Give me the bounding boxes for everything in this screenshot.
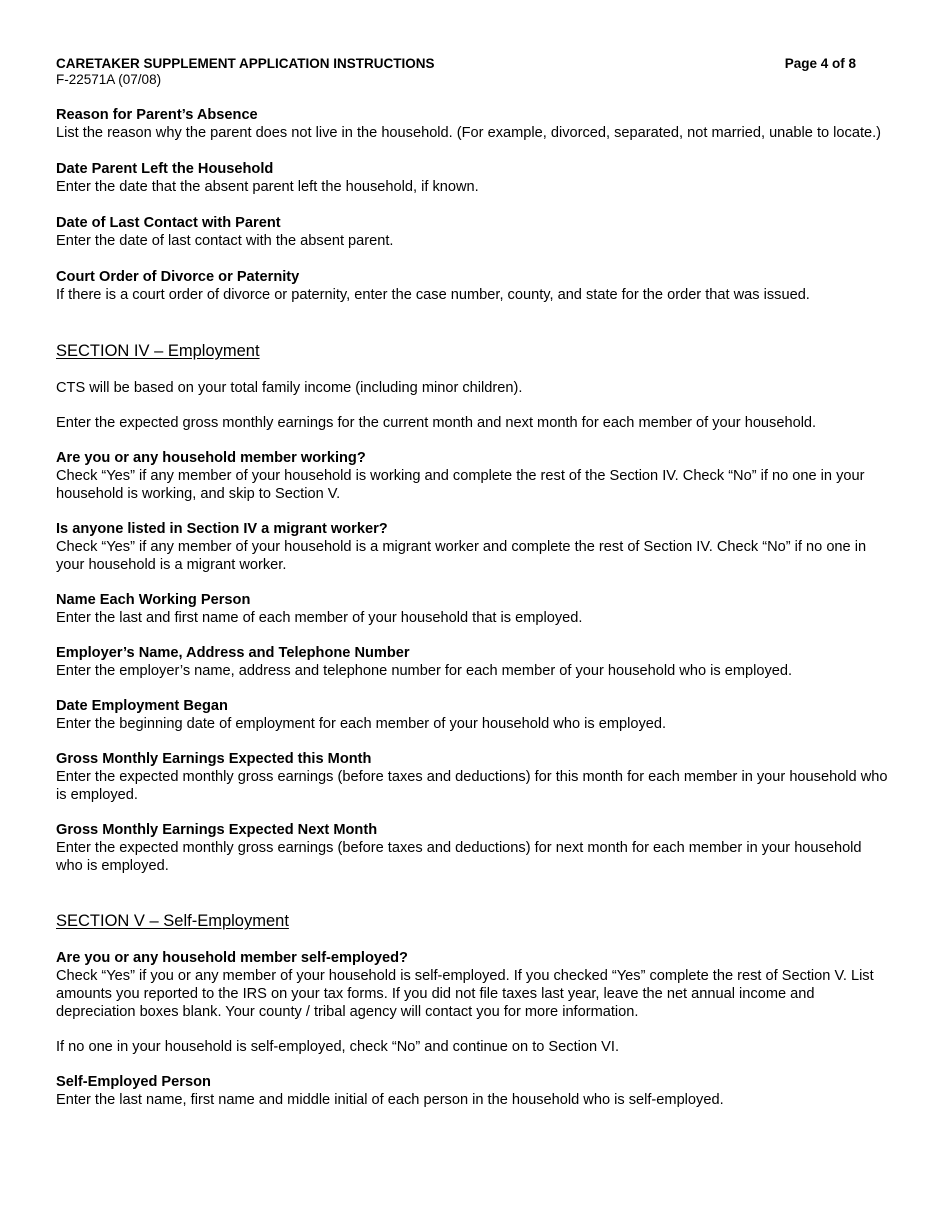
migrant-worker-block: [56, 520, 890, 574]
section-iv-title: SECTION IV – Employment: [56, 342, 260, 360]
block-heading: Gross Monthly Earnings Expected this Month: [56, 751, 372, 767]
block-text: Enter the date of last contact with the absent parent.: [56, 233, 394, 249]
page-number: Page 4 of 8: [784, 56, 856, 71]
household-working-block: [56, 449, 890, 503]
block-text: Enter the employer’s name, address and telephone number for each member of your household who is employed.: [56, 663, 793, 679]
block-text: Enter the date that the absent parent left the household, if known.: [56, 179, 479, 195]
block-text: Check “Yes” if any member of your household is working and complete the rest of the Section IV. Check “No” if no one in your household is working, and skip to Section V.: [56, 468, 865, 502]
self-employed-person-block: [56, 1073, 890, 1109]
earnings-next-month-block: [56, 821, 890, 875]
block-heading: Court Order of Divorce or Paternity: [56, 269, 300, 285]
block-heading: Self-Employed Person: [56, 1074, 211, 1090]
date-parent-left-block: [56, 160, 890, 196]
reason-absence-block: [56, 106, 890, 142]
section-v-note: If no one in your household is self-employed, check “No” and continue on to Section VI.: [56, 1039, 619, 1055]
block-heading: Gross Monthly Earnings Expected Next Month: [56, 822, 378, 838]
section-iv-intro-1: CTS will be based on your total family income (including minor children).: [56, 380, 523, 396]
form-code: F-22571A (07/08): [56, 72, 162, 87]
earnings-this-month-block: [56, 750, 890, 804]
block-text: Enter the last and first name of each member of your household that is employed.: [56, 610, 583, 626]
date-last-contact-block: [56, 214, 890, 250]
block-heading: Date Parent Left the Household: [56, 161, 274, 177]
block-heading: Are you or any household member self-employed?: [56, 950, 408, 966]
block-heading: Is anyone listed in Section IV a migrant worker?: [56, 521, 388, 537]
block-text: If there is a court order of divorce or paternity, enter the case number, county, and state for the order that was issued.: [56, 287, 810, 303]
block-text: Enter the expected monthly gross earnings (before taxes and deductions) for next month for each member in your household who is employed.: [56, 840, 862, 874]
block-heading: Date of Last Contact with Parent: [56, 215, 281, 231]
document-title: CARETAKER SUPPLEMENT APPLICATION INSTRUCTIONS: [56, 56, 435, 71]
name-working-person-block: [56, 591, 890, 627]
self-employed-question-block: [56, 949, 890, 1021]
page-header: [56, 56, 856, 72]
block-heading: Reason for Parent’s Absence: [56, 107, 258, 123]
block-text: Enter the expected monthly gross earnings (before taxes and deductions) for this month for each member in your household who is employed.: [56, 769, 888, 803]
court-order-block: [56, 268, 890, 304]
date-employment-began-block: [56, 697, 890, 733]
block-text: Enter the beginning date of employment for each member of your household who is employed.: [56, 716, 667, 732]
block-text: Check “Yes” if any member of your household is a migrant worker and complete the rest of Section IV. Check “No” if no one in your household is a migrant worker.: [56, 539, 867, 573]
section-iv-intro-2: Enter the expected gross monthly earnings for the current month and next month for each member of your household.: [56, 415, 817, 431]
block-heading: Are you or any household member working?: [56, 450, 366, 466]
employer-info-block: [56, 644, 890, 680]
block-text: List the reason why the parent does not live in the household. (For example, divorced, separated, not married, unable to locate.): [56, 125, 882, 141]
block-text: Check “Yes” if you or any member of your household is self-employed. If you checked “Yes” complete the rest of Section V. List amounts you reported to the IRS on your tax forms. If you did not file taxes last year, leave the net annual income and depreciation boxes blank. Your county / tribal agency will contact you for more information.: [56, 968, 874, 1020]
block-heading: Employer’s Name, Address and Telephone Number: [56, 645, 410, 661]
block-heading: Name Each Working Person: [56, 592, 251, 608]
block-heading: Date Employment Began: [56, 698, 228, 714]
section-v-title: SECTION V – Self-Employment: [56, 912, 289, 930]
block-text: Enter the last name, first name and middle initial of each person in the household who is self-employed.: [56, 1092, 724, 1108]
